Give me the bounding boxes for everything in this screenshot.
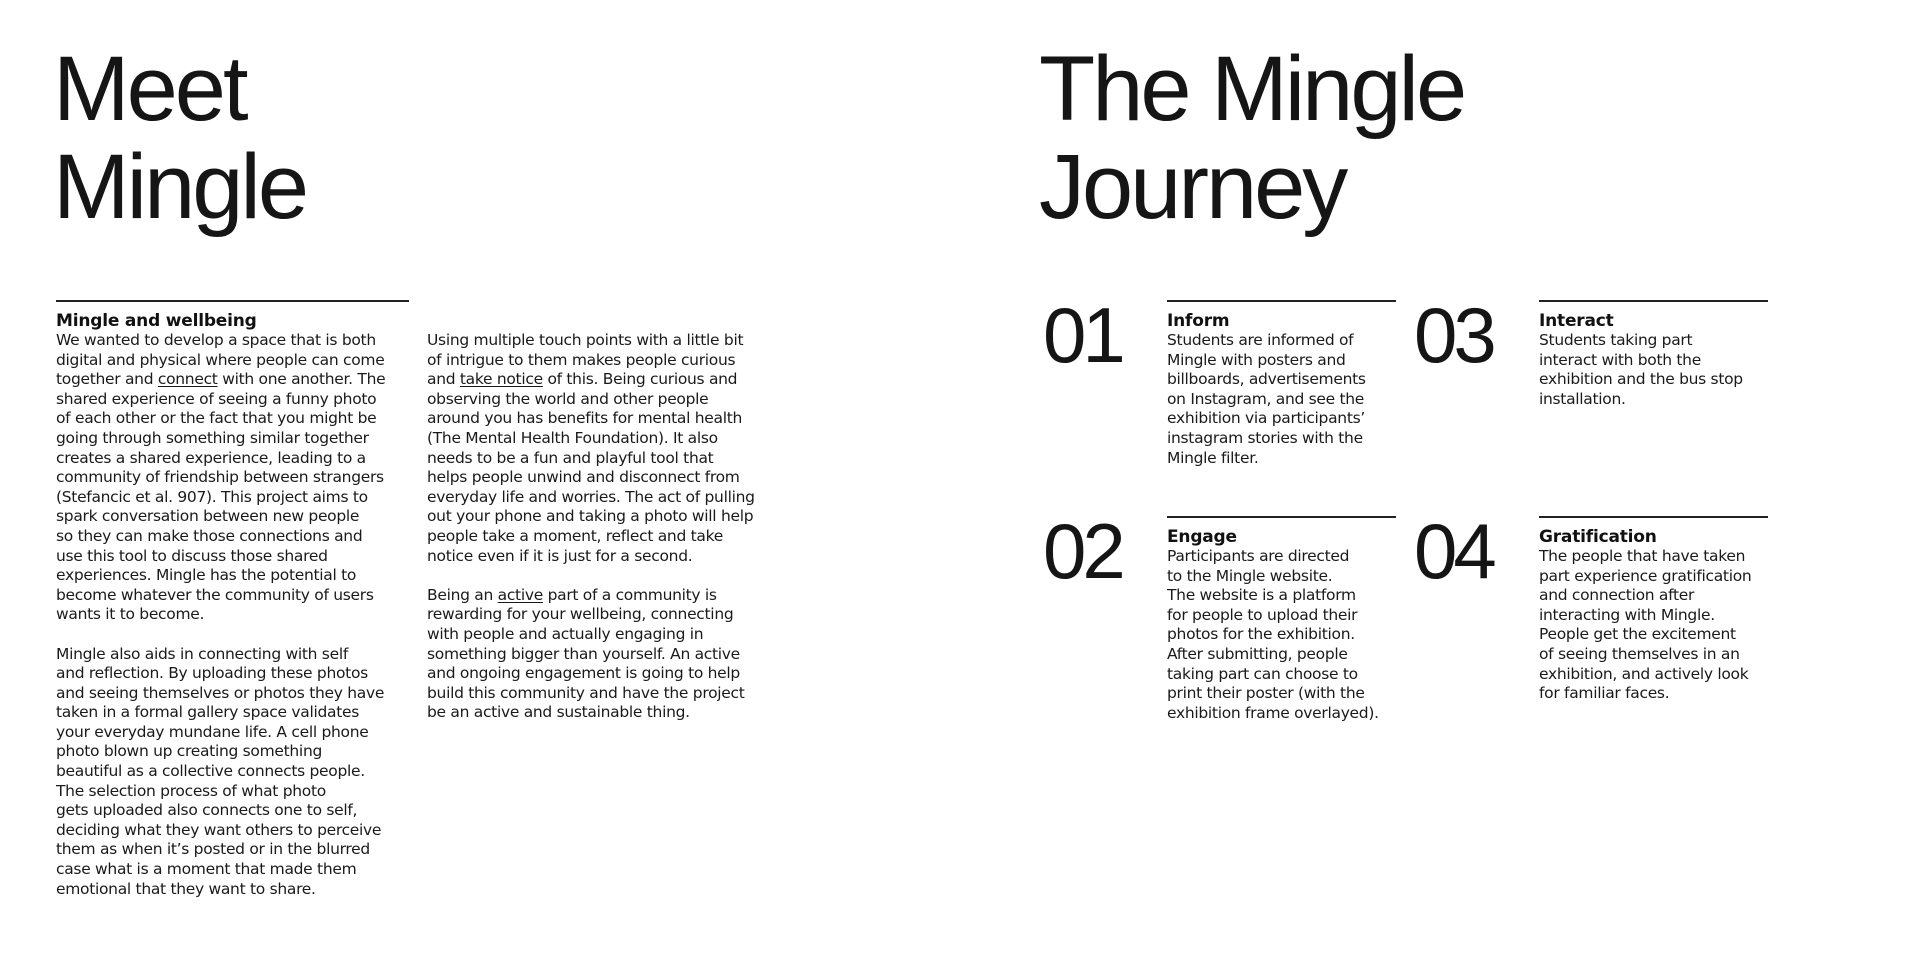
text-line: photos for the exhibition. xyxy=(1167,625,1355,644)
step-description xyxy=(1539,331,1779,409)
text-line: and seeing themselves or photos they have xyxy=(56,683,385,702)
text-line: gets uploaded also connects one to self, xyxy=(56,801,358,820)
text-line: installation. xyxy=(1539,389,1626,408)
text-line: notice even if it is just for a second. xyxy=(427,546,693,565)
page-title-meet-mingle xyxy=(53,40,306,236)
step-rule xyxy=(1539,516,1768,518)
text-line: your everyday mundane life. A cell phone xyxy=(56,722,369,741)
text-line: Students taking part xyxy=(1539,331,1693,349)
text-line: deciding what they want others to perceive xyxy=(56,820,382,839)
text-line: of seeing themselves in an xyxy=(1539,644,1740,663)
step-rule xyxy=(1167,516,1396,518)
text-line: them as when it’s posted or in the blurred xyxy=(56,840,370,859)
step-number: 03 xyxy=(1414,291,1493,379)
text-line xyxy=(427,370,787,390)
text-line: Mingle also aids in connecting with self xyxy=(56,644,348,663)
text-segment: of this. Being curious and xyxy=(542,370,738,389)
underlined-term: active xyxy=(497,585,543,604)
step-number: 01 xyxy=(1043,291,1122,379)
step-number: 02 xyxy=(1043,507,1122,595)
text-line: around you has benefits for mental health xyxy=(427,409,743,428)
section-rule xyxy=(56,300,409,302)
text-line: so they can make those connections and xyxy=(56,526,363,545)
text-line: and ongoing engagement is going to help xyxy=(427,664,740,683)
text-line: digital and physical where people can come xyxy=(56,350,385,369)
paragraph xyxy=(427,586,787,723)
title-line: The Mingle xyxy=(1039,38,1465,140)
page-title-mingle-journey xyxy=(1039,40,1464,236)
text-segment: with one another. The xyxy=(217,370,386,389)
step-heading: Inform xyxy=(1167,311,1230,331)
text-line xyxy=(56,370,416,390)
text-line: Participants are directed xyxy=(1167,547,1350,565)
text-line: use this tool to discuss those shared xyxy=(56,546,328,565)
step-interact xyxy=(1539,311,1779,409)
text-line: Mingle with posters and xyxy=(1167,350,1346,369)
text-line: print their poster (with the xyxy=(1167,684,1365,703)
text-line: interacting with Mingle. xyxy=(1539,605,1715,624)
text-line: taken in a formal gallery space validates xyxy=(56,703,360,722)
step-number: 04 xyxy=(1414,507,1493,595)
text-line: Mingle filter. xyxy=(1167,448,1259,467)
text-line: everyday life and worries. The act of pulling xyxy=(427,487,755,506)
text-line: The selection process of what photo xyxy=(56,781,326,800)
text-line: and connection after xyxy=(1539,586,1695,605)
section-heading: Mingle and wellbeing xyxy=(56,311,257,331)
text-line: observing the world and other people xyxy=(427,389,709,408)
text-line: The website is a platform xyxy=(1167,586,1356,605)
step-heading: Engage xyxy=(1167,527,1237,547)
underlined-term: connect xyxy=(157,370,218,389)
text-line: Students are informed of xyxy=(1167,331,1354,349)
text-line: After submitting, people xyxy=(1167,644,1348,663)
text-line: community of friendship between strangers xyxy=(56,468,384,487)
text-line: for familiar faces. xyxy=(1539,684,1670,703)
step-description xyxy=(1167,331,1407,468)
step-gratification xyxy=(1539,527,1779,704)
text-line: billboards, advertisements xyxy=(1167,370,1366,389)
text-line: (The Mental Health Foundation). It also xyxy=(427,428,718,447)
text-line: exhibition and the bus stop xyxy=(1539,370,1743,389)
text-segment: together and xyxy=(56,370,158,389)
text-line: out your phone and taking a photo will help xyxy=(427,507,754,526)
wellbeing-column-2 xyxy=(427,331,787,723)
text-line: wants it to become. xyxy=(56,605,205,624)
text-line: shared experience of seeing a funny photo xyxy=(56,389,377,408)
text-line: rewarding for your wellbeing, connecting xyxy=(427,605,734,624)
text-line: People get the excitement xyxy=(1539,625,1736,644)
step-rule xyxy=(1167,300,1396,302)
wellbeing-column-1 xyxy=(56,311,416,899)
underlined-term: take notice xyxy=(459,370,543,389)
text-segment: Being an xyxy=(427,585,498,604)
title-line: Meet xyxy=(53,38,246,140)
text-line: build this community and have the project xyxy=(427,683,745,702)
text-line: become whatever the community of users xyxy=(56,585,374,604)
text-line: spark conversation between new people xyxy=(56,507,360,526)
title-line: Journey xyxy=(1039,136,1346,238)
text-line: helps people unwind and disconnect from xyxy=(427,468,740,487)
text-line: needs to be a fun and playful tool that xyxy=(427,448,714,467)
step-description xyxy=(1539,547,1779,704)
text-line: with people and actually engaging in xyxy=(427,624,704,643)
step-heading: Interact xyxy=(1539,311,1614,331)
text-line: photo blown up creating something xyxy=(56,742,323,761)
text-line: (Stefancic et al. 907). This project aims to xyxy=(56,487,368,506)
text-line: of each other or the fact that you might be xyxy=(56,409,377,428)
text-line: of intrigue to them makes people curious xyxy=(427,350,736,369)
text-line: be an active and sustainable thing. xyxy=(427,703,690,722)
text-line: interact with both the xyxy=(1539,350,1701,369)
text-line: exhibition frame overlayed). xyxy=(1167,703,1379,722)
paragraph xyxy=(427,331,787,566)
step-inform xyxy=(1167,311,1407,468)
text-line: exhibition, and actively look xyxy=(1539,664,1749,683)
text-line: people take a moment, reflect and take xyxy=(427,526,723,545)
text-line: for people to upload their xyxy=(1167,605,1358,624)
text-line: Using multiple touch points with a little bit xyxy=(427,331,744,349)
text-line: to the Mingle website. xyxy=(1167,566,1333,585)
text-line: and reflection. By uploading these photos xyxy=(56,664,368,683)
text-line xyxy=(427,586,787,606)
step-heading: Gratification xyxy=(1539,527,1657,547)
step-description xyxy=(1167,547,1407,723)
text-line: part experience gratification xyxy=(1539,566,1752,585)
step-rule xyxy=(1539,300,1768,302)
text-line: going through something similar together xyxy=(56,428,369,447)
text-line: The people that have taken xyxy=(1539,547,1746,565)
text-line: experiences. Mingle has the potential to xyxy=(56,566,357,585)
text-line: something bigger than yourself. An active xyxy=(427,644,740,663)
title-line: Mingle xyxy=(53,136,307,238)
text-line: emotional that they want to share. xyxy=(56,879,316,898)
paragraph xyxy=(56,331,416,625)
text-line: exhibition via participants’ xyxy=(1167,409,1365,428)
text-line: beautiful as a collective connects people. xyxy=(56,762,365,781)
text-line: We wanted to develop a space that is both xyxy=(56,331,376,349)
text-line: taking part can choose to xyxy=(1167,664,1358,683)
text-line: on Instagram, and see the xyxy=(1167,389,1365,408)
text-segment: part of a community is xyxy=(542,585,717,604)
text-line: instagram stories with the xyxy=(1167,428,1363,447)
text-line: case what is a moment that made them xyxy=(56,860,357,879)
step-engage xyxy=(1167,527,1407,723)
text-line: creates a shared experience, leading to a xyxy=(56,448,366,467)
text-segment: and xyxy=(427,370,460,389)
paragraph xyxy=(56,645,416,900)
